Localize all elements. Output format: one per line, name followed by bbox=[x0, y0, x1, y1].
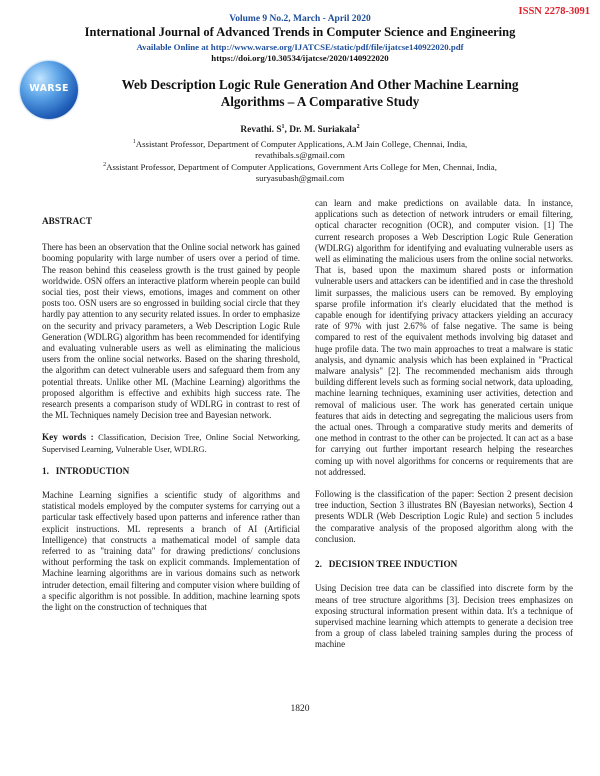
issn-label: ISSN 2278-3091 bbox=[518, 6, 590, 17]
author-2-sup: 2 bbox=[356, 124, 360, 130]
volume-info: Volume 9 No.2, March - April 2020 bbox=[229, 14, 371, 24]
affiliation-2 bbox=[0, 160, 600, 184]
right-paragraph-2: Following is the classification of the paper: Section 2 present decision tree induction, Section 3 illustrates BN (Bayesian networks), Section 4 presents WDLR (Web Description Logic Rule) and section 5 includes the comparative analysis of the proposed algorithm along with the conclusion. bbox=[315, 489, 573, 544]
affiliation-1-sup: 1 bbox=[132, 139, 136, 145]
affiliation-2-sup: 2 bbox=[103, 162, 107, 168]
title-line-2: Algorithms – A Comparative Study bbox=[220, 94, 420, 109]
keywords-label: Key words : bbox=[42, 432, 94, 443]
available-online-link[interactable]: Available Online at http://www.warse.org/IJATCSE/static/pdf/file/ijatcse140922020.pdf bbox=[136, 42, 464, 52]
author-1: Revathi. S bbox=[240, 125, 282, 136]
paper-title bbox=[80, 76, 560, 110]
right-column bbox=[315, 198, 573, 651]
author-list bbox=[0, 124, 600, 135]
affiliation-1-text: Assistant Professor, Department of Computer Applications, A.M Jain College, Chennai, India, bbox=[135, 138, 468, 149]
affiliation-1-email[interactable]: revathibals.s@gmail.com bbox=[255, 149, 345, 160]
affiliation-1 bbox=[0, 137, 600, 161]
logo-text: WARSE bbox=[29, 83, 69, 94]
journal-title: International Journal of Advanced Trends in Computer Science and Engineering bbox=[84, 25, 516, 39]
introduction-heading: 1. INTRODUCTION bbox=[42, 465, 130, 476]
author-2: , Dr. M. Suriakala bbox=[284, 125, 357, 136]
section-2-text: Using Decision tree data can be classified into discrete form by the means of tree structure algorithms [3]. Decision trees emphasizes on exposing structural information present within data. It's a technique of supervised machine learning which attempts to generate a decision tree from a group of class labeled training samples during the process of machine bbox=[315, 583, 573, 650]
keywords bbox=[42, 432, 300, 454]
abstract-heading: ABSTRACT bbox=[42, 216, 93, 226]
section-2-heading: 2. DECISION TREE INDUCTION bbox=[315, 559, 458, 570]
warse-globe-logo-icon bbox=[20, 61, 78, 119]
affiliation-2-text: Assistant Professor, Department of Computer Applications, Government Arts College for Men, Chennai, India, bbox=[106, 161, 497, 172]
page-number: 1820 bbox=[290, 704, 310, 714]
affiliation-2-email[interactable]: suryasubash@gmail.com bbox=[255, 172, 345, 183]
abstract-text: There has been an observation that the Online social network has gained booming popularity with large number of users over a period of time. The reason behind this ceaseless growth is the trust gained by people worldwide. OSN offers an interactive platform wherein people can build social ties, post their views, emotions, images and comment on other posts too. OSN users are so engrossed in building social circle that they hardly pay attention to any security related issues. In order to emphasize on the security and privacy parameters, a Web Description Logic Rule Generation (WDLRG) algorithm has been recommended for identifying and evaluating vulnerable users as well as eliminating the malicious users from the online social networks. Based on the sharing threshold, the algorithm can detect vulnerable users and safeguard them from any potential threats. Unlike other ML (Machine Learning) algorithms the proposed algorithm is effective and exhibits high success rate. The research presents a comparison study of WDLRG in contrast to rest of the ML Techniques namely Decision tree and Bayesian network. bbox=[42, 242, 300, 421]
introduction-text: Machine Learning signifies a scientific study of algorithms and statistical models employed by the computer systems for carrying out a particular task effectively based upon patterns and inference rather than explicit instructions. ML represents a branch of AI (Artificial Intelligence) that constructs a mathematical model of sample data referred to as "training data" for drawing predictions/ conclusions without performing the task on explicit commands. Implementation of Machine learning algorithms are in various domains such as network intruder detection, email filtering and computer vision where building of a specific algorithm is not possible. In addition, machine learning spots the light on the construction of techniques that bbox=[42, 490, 300, 613]
left-column bbox=[42, 216, 300, 613]
keywords-text: Classification, Decision Tree, Online Social Networking, Supervised Learning, Vulnerable User, WDLRG. bbox=[42, 433, 301, 454]
doi-link[interactable]: https://doi.org/10.30534/ijatcse/2020/140922020 bbox=[211, 53, 389, 63]
title-line-1: Web Description Logic Rule Generation And Other Machine Learning bbox=[121, 77, 519, 92]
right-paragraph-1: can learn and make predictions on available data. In instance, applications such as detection of network intruders or email filtering, optical character recognition (OCR), and computer vision. [1] The current research proposes a Web Description Logic Rule Generation (WDLRG) algorithm for identifying and evaluating vulnerable users as well as eliminating the malicious users from the online social networks. That is, based upon the maximum shared posts or information vulnerable users and attackers can be identified and in case the threshold limit surpasses, the malicious users can be removed. By employing sparse profile information it's clearly elucidated that the method is capable enough for identifying privacy attackers yielding an accuracy rate of 97% with just 2.67% of false negative. The same is being compared to rest of the equivalent methods involving big dataset and huge profile data. The two main approaches to treat a malware is static analysis, and dynamic analysis which has been explained in "Practical malware analysis" [2]. The recommended mechanism aids through building different levels such as forming social network, data uploading, machine learning techniques, examining user activities, detection and removal of malicious user. The work has generated certain unique features that aids in detecting and segregating the malicious users from the actual ones. Through a comparative study merits and demerits of one method in contrast to the other can be projected. It can act as a base for carrying out further important research helping the researches coming up with novel algorithms for concerns or requirements that are not addressed. bbox=[315, 198, 574, 477]
author-1-sup: 1 bbox=[281, 124, 285, 130]
